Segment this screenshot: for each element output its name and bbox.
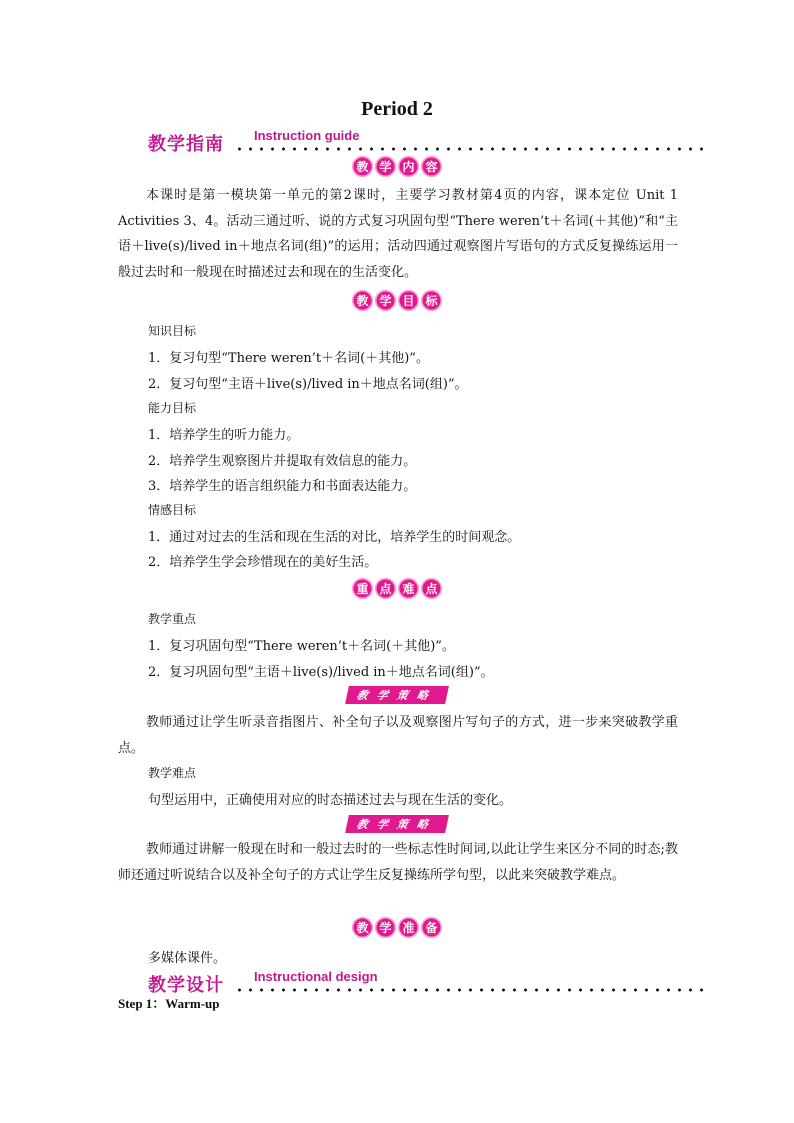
badge-char: 内 (398, 156, 419, 177)
knowledge-goal-item: 2．复习句型“主语＋live(s)/lived in＋地点名词(组)”。 (148, 377, 468, 392)
section-header-design (148, 971, 708, 997)
section-zh-title: 教学指南 (148, 134, 224, 155)
badge-char: 容 (421, 156, 442, 177)
focus-strategy-block (118, 710, 678, 761)
focus-item: 2．复习巩固句型“主语＋live(s)/lived in＋地点名词(组)”。 (148, 665, 494, 680)
section-en-title: Instruction guide (254, 128, 360, 143)
section-header-guide (148, 130, 708, 156)
badge-char: 教 (352, 156, 373, 177)
badge-char: 教 (352, 290, 373, 311)
focus-item: 1．复习巩固句型“There weren’t＋名词(＋其他)”。 (148, 639, 455, 654)
difficulty-strategy-block (118, 837, 678, 888)
emotion-goal-item: 2．培养学生学会珍惜现在的美好生活。 (148, 555, 378, 570)
difficulty-item: 句型运用中，正确使用对应的时态描述过去与现在生活的变化。 (148, 793, 513, 808)
badge-char: 备 (421, 917, 442, 938)
badge-teaching-goals (0, 290, 794, 311)
ability-goal-heading: 能力目标 (148, 401, 197, 415)
page-title: Period 2 (361, 98, 433, 120)
badge-char: 教 (352, 917, 373, 938)
content-paragraph: 本课时是第一模块第一单元的第2课时，主要学习教材第4页的内容，课本定位 Unit 1 Activities 3、4。活动三通过听、说的方式复习巩固句型“There weren’t＋名词(＋其他)”和“主语＋live(s)/lived in＋地点名词(组)”的运用；活动四通过观察图片写语句的方式反复操练运用一般过去时和一般现在时描述过去和现在的生活变化。 (118, 188, 678, 280)
emotion-goal-heading: 情感目标 (148, 503, 197, 517)
focus-strategy-paragraph: 教师通过让学生听录音指图片、补全句子以及观察图片写句子的方式，进一步来突破教学重点。 (118, 715, 678, 756)
knowledge-goal-heading: 知识目标 (148, 324, 197, 338)
badge-teaching-prep (0, 917, 794, 938)
badge-char: 目 (398, 290, 419, 311)
strategy-banner (0, 815, 794, 833)
badge-char: 重 (352, 578, 373, 599)
difficulty-heading: 教学难点 (148, 766, 197, 780)
prep-text: 多媒体课件。 (148, 951, 227, 966)
dotted-rule (234, 147, 708, 151)
section-zh-title: 教学设计 (148, 975, 224, 996)
strategy-label: 教学策略 (345, 815, 449, 833)
section-en-title: Instructional design (254, 969, 378, 984)
ability-goal-item: 2．培养学生观察图片并提取有效信息的能力。 (148, 454, 417, 469)
strategy-banner (0, 686, 794, 704)
focus-heading: 教学重点 (148, 612, 197, 626)
difficulty-strategy-paragraph: 教师通过讲解一般现在时和一般过去时的一些标志性时间词,以此让学生来区分不同的时态;教师还通过听说结合以及补全句子的方式让学生反复操练所学句型，以此来突破教学难点。 (118, 842, 678, 883)
badge-char: 学 (375, 917, 396, 938)
emotion-goal-item: 1．通过对过去的生活和现在生活的对比，培养学生的时间观念。 (148, 530, 521, 545)
badge-char: 难 (398, 578, 419, 599)
dotted-rule (234, 988, 708, 992)
ability-goal-item: 1．培养学生的听力能力。 (148, 428, 300, 443)
badge-teaching-content (0, 156, 794, 177)
step-1-heading: Step 1：Warm-up (118, 996, 220, 1011)
badge-char: 标 (421, 290, 442, 311)
content-paragraph-block (118, 183, 678, 285)
badge-char: 点 (421, 578, 442, 599)
badge-char: 学 (375, 290, 396, 311)
badge-char: 点 (375, 578, 396, 599)
ability-goal-item: 3．培养学生的语言组织能力和书面表达能力。 (148, 479, 417, 494)
strategy-label: 教学策略 (345, 686, 449, 704)
knowledge-goal-item: 1．复习句型“There weren’t＋名词(＋其他)”。 (148, 351, 429, 366)
badge-char: 准 (398, 917, 419, 938)
badge-char: 学 (375, 156, 396, 177)
badge-key-points (0, 578, 794, 599)
